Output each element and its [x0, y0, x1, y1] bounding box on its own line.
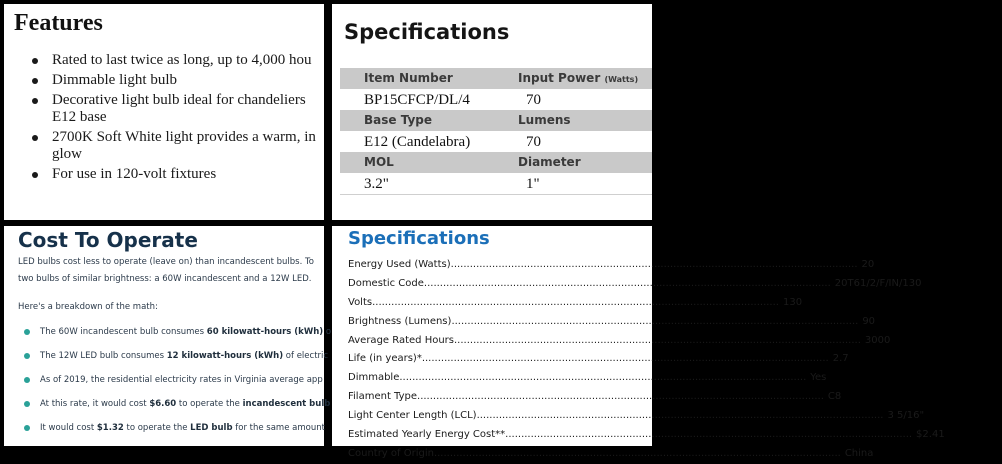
list-item: At this rate, it would cost $6.60 to operate the incandescent bulb: [4, 398, 331, 422]
bullet-icon: [32, 78, 38, 84]
table-row: [340, 131, 652, 152]
spec-label: Filament Type: [348, 391, 418, 403]
table-header-cell: Item Number: [364, 71, 453, 85]
bullet-icon: [24, 425, 30, 431]
spec-row: [348, 294, 803, 313]
bullet-icon: [24, 329, 30, 335]
table-cell: 70: [526, 134, 541, 150]
spec-label: Light Center Length (LCL): [348, 410, 477, 422]
cost-intro: LED bulbs cost less to operate (leave on) than incandescent bulbs. To two bulbs of similar brightness: a 60W incandescent and a 12W LED.: [18, 257, 314, 284]
dot-leader: [451, 256, 858, 275]
spec-row: [348, 313, 876, 332]
spec-row: [348, 426, 945, 445]
dot-leader: [434, 445, 841, 464]
list-item: As of 2019, the residential electricity rates in Virginia average app: [4, 374, 331, 398]
spec-value: $2.41: [916, 429, 945, 441]
list-item: Decorative light bulb ideal for chandeliers E12 base: [4, 92, 316, 126]
list-item: It would cost $1.32 to operate the LED bulb for the same amount: [4, 422, 331, 446]
spec-value: China: [844, 447, 874, 459]
bullet-icon: [32, 98, 38, 104]
spec-list-title: Specifications: [348, 228, 490, 249]
spec-label: Life (in years)*: [348, 353, 422, 365]
list-item: 2700K Soft White light provides a warm, in glow: [4, 129, 316, 163]
table-header-row: [340, 152, 652, 173]
cost-math-heading: Here's a breakdown of the math:: [18, 302, 158, 312]
list-item: Dimmable light bulb: [4, 72, 316, 89]
list-item: Rated to last twice as long, up to 4,000 hou: [4, 52, 316, 69]
cost-title: Cost To Operate: [18, 228, 198, 252]
spec-label: Dimmable: [348, 372, 400, 384]
table-cell: BP15CFCP/DL/4: [364, 92, 470, 108]
dot-leader: [417, 388, 824, 407]
dot-leader: [477, 407, 884, 426]
table-cell: 1": [526, 176, 540, 192]
features-title: Features: [14, 10, 103, 36]
spec-list-panel: [332, 226, 945, 459]
spec-value: 90: [862, 315, 876, 327]
spec-row: [348, 445, 874, 464]
spec-table: [340, 68, 652, 195]
table-row: [340, 89, 652, 110]
cost-panel: [4, 226, 332, 446]
bullet-icon: [24, 353, 30, 359]
table-cell: 70: [526, 92, 541, 108]
spec-row: [348, 256, 875, 275]
bullet-icon: [32, 58, 38, 64]
spec-label: Volts: [348, 296, 373, 308]
spec-label: Estimated Yearly Energy Cost**: [348, 429, 506, 441]
dot-leader: [422, 350, 829, 369]
spec-value: 3000: [864, 334, 891, 346]
spec-table-panel: [332, 4, 652, 220]
dot-leader: [424, 275, 831, 294]
list-item: The 60W incandescent bulb consumes 60 kilowatt-hours (kWh) o: [4, 326, 331, 350]
spec-label: Average Rated Hours: [348, 334, 454, 346]
table-header-cell: MOL: [364, 155, 394, 169]
table-header-cell: Lumens: [518, 113, 571, 127]
cost-list: [4, 326, 331, 446]
dot-leader: [454, 332, 861, 351]
table-cell: E12 (Candelabra): [364, 134, 471, 150]
spec-row: [348, 407, 925, 426]
table-cell: 3.2": [364, 176, 389, 192]
list-item: The 12W LED bulb consumes 12 kilowatt-hours (kWh) of electric: [4, 350, 331, 374]
spec-value: 20T61/2/F/IN/130: [834, 277, 922, 289]
table-header-cell: Diameter: [518, 155, 581, 169]
spec-row: [348, 332, 891, 351]
bullet-icon: [24, 401, 30, 407]
table-header-row: [340, 68, 652, 89]
dot-leader: [399, 369, 806, 388]
spec-table-title: Specifications: [344, 20, 510, 44]
spec-value: 20: [861, 259, 875, 270]
spec-value: Yes: [810, 372, 827, 384]
dot-leader: [372, 294, 779, 313]
spec-value: C8: [827, 391, 842, 403]
bullet-icon: [24, 377, 30, 383]
dot-leader: [505, 426, 912, 445]
table-header-row: [340, 110, 652, 131]
spec-label: Country of Origin: [348, 447, 434, 459]
spec-row: [348, 350, 849, 369]
bullet-icon: [32, 135, 38, 141]
table-header-cell: Base Type: [364, 113, 433, 127]
dot-leader: [451, 313, 858, 332]
spec-label: Brightness (Lumens): [348, 315, 452, 327]
list-item: For use in 120-volt fixtures: [4, 166, 316, 183]
spec-label: Energy Used (Watts): [348, 259, 451, 270]
table-row: [340, 173, 652, 195]
bullet-icon: [32, 172, 38, 178]
spec-value: 130: [782, 296, 803, 308]
features-list: [4, 52, 316, 186]
features-panel: [4, 4, 324, 220]
spec-value: 2.7: [832, 353, 849, 365]
spec-label: Domestic Code: [348, 277, 424, 289]
spec-row: [348, 388, 842, 407]
spec-row: [348, 275, 922, 294]
spec-row: [348, 369, 827, 388]
spec-list: [348, 256, 945, 464]
spec-value: 3 5/16": [887, 410, 925, 422]
table-header-cell: Input Power (Watts): [518, 71, 639, 85]
